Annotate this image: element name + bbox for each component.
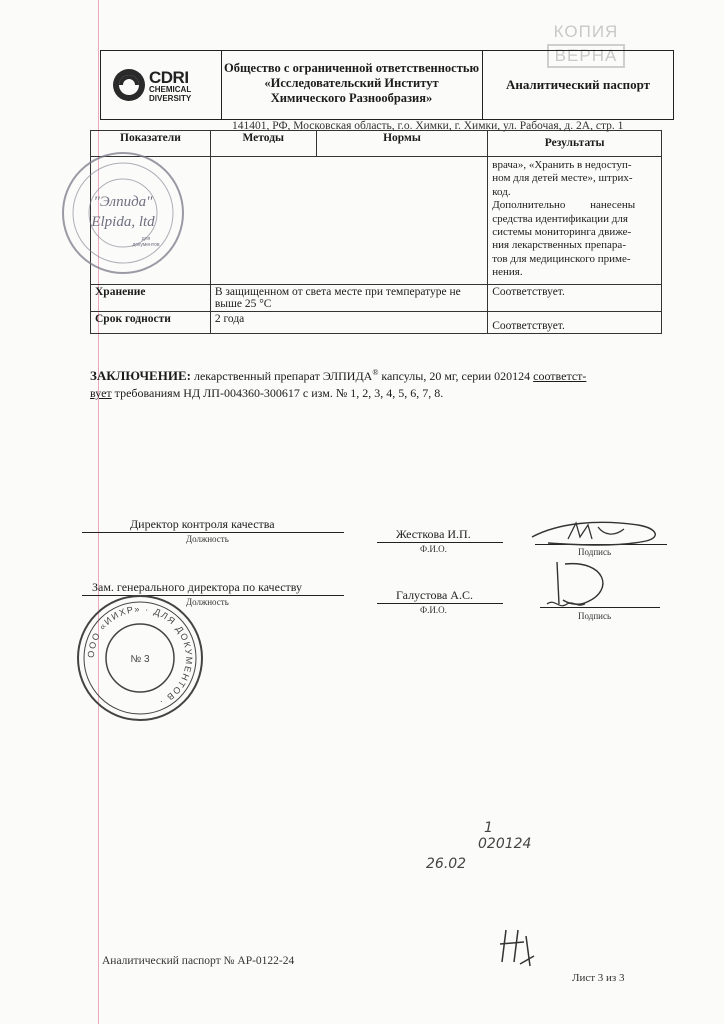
footer-page-number: Лист 3 из 3 — [572, 972, 625, 984]
signature-name-caption-1: Ф.И.О. — [420, 544, 447, 554]
logo-diversity: DIVERSITY — [149, 93, 192, 103]
row-result: Соответствует. — [488, 285, 662, 312]
organization-stamp — [74, 592, 206, 724]
signature-position-1: Директор контроля качества — [130, 517, 275, 531]
logo-chemical: CHEMICAL — [149, 85, 192, 94]
row-result: Соответствует. — [488, 312, 662, 334]
svg-text:№ 3: № 3 — [130, 654, 150, 665]
row-indicator: Хранение — [91, 285, 211, 312]
document-header — [100, 50, 674, 120]
handwritten-note-1: 1 — [484, 820, 493, 836]
signature-name-line-1 — [377, 542, 503, 543]
signature-sign-caption-1: Подпись — [578, 547, 612, 557]
svg-text:для: для — [141, 236, 151, 242]
footer-passport-number: Аналитический паспорт № АР-0122-24 — [102, 955, 295, 967]
logo-text — [149, 69, 191, 103]
svg-text:"Элпида": "Элпида" — [93, 194, 153, 210]
signature-name-line-2 — [377, 603, 503, 604]
document-title: Аналитический паспорт — [505, 77, 651, 92]
col-header-norms: Нормы — [316, 131, 488, 157]
table-row — [91, 312, 662, 334]
conclusion-paragraph: ЗАКЛЮЧЕНИЕ: лекарственный препарат ЭЛПИДА® капсулы, 20 мг, серии 020124 соответст- вует требованиям НД ЛП-004360-300617 с изм. № 1, 2, 3, 4, 5, 6, 7, 8. — [90, 368, 587, 400]
row-norm: 2 года — [210, 312, 487, 334]
copy-stamp-line2: ВЕРНА — [547, 44, 626, 68]
conclusion-title: ЗАКЛЮЧЕНИЕ: — [90, 368, 191, 383]
svg-text:Elpida, ltd: Elpida, ltd — [91, 214, 155, 230]
org-line-2: «Исследовательский Институт — [264, 76, 439, 90]
row-norm: В защищенном от света месте при температуре не выше 25 °С — [210, 285, 487, 312]
handwritten-note-3: 26.02 — [426, 856, 467, 872]
svg-text:ООО «ИИХР» · ДЛЯ ДОКУМЕНТОВ ·: ООО «ИИХР» · ДЛЯ ДОКУМЕНТОВ · — [85, 603, 195, 708]
signature-2-icon — [545, 560, 635, 620]
signature-position-line-1 — [82, 532, 344, 533]
conclusion-verdict-a: соответст- — [533, 369, 587, 383]
col-header-results: Результаты — [488, 131, 662, 157]
svg-text:документов: документов — [132, 242, 160, 248]
copy-stamp-line1: КОПИЯ — [553, 22, 619, 41]
signature-position-caption-1: Должность — [186, 534, 229, 544]
company-address: 141401, РФ, Московская область, г.о. Химки, г. Химки, ул. Рабочая, д. 2А, стр. 1 — [232, 120, 624, 132]
col-header-indicators: Показатели — [91, 131, 211, 157]
signature-name-1: Жесткова И.П. — [396, 527, 471, 541]
col-header-methods: Методы — [210, 131, 316, 157]
row-indicator: Срок годности — [91, 312, 211, 334]
logo-cdri: CDRI — [149, 68, 189, 87]
signature-sign-caption-2: Подпись — [578, 611, 612, 621]
org-line-3: Химического Разнообразия» — [270, 91, 433, 105]
cdri-logo-icon — [111, 67, 147, 103]
continued-result-text: врача», «Хранить в недоступ- ном для детей месте», штрих- код. Дополнительно нанесены средства идентификации для системы мониторинга движе- ния лекарственных препара- тов для медицинского приме- нения. — [488, 157, 662, 285]
org-line-1: Общество с ограниченной ответственностью — [223, 61, 480, 75]
handwritten-initials-icon — [496, 926, 540, 968]
table-row — [91, 285, 662, 312]
signature-position-caption-2: Должность — [186, 597, 229, 607]
organization-name — [221, 51, 483, 119]
signature-position-2: Зам. генерального директора по качеству — [92, 580, 303, 594]
signature-1-icon — [528, 515, 668, 555]
company-logo — [101, 51, 222, 119]
handwritten-note-2: 020124 — [478, 836, 532, 852]
conclusion-verdict-b: вует — [90, 386, 112, 400]
company-stamp — [58, 148, 188, 278]
signature-name-2: Галустова А.С. — [396, 588, 473, 602]
signature-name-caption-2: Ф.И.О. — [420, 605, 447, 615]
